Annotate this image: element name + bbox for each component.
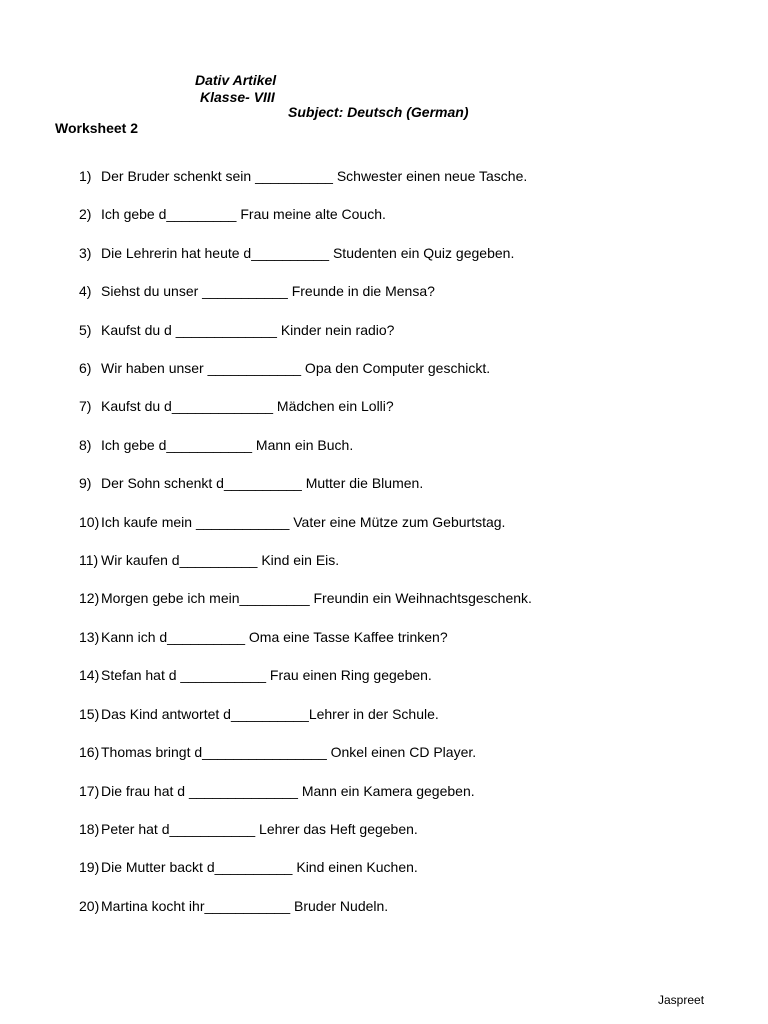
- question-item: [0, 898, 768, 936]
- question-text: Thomas bringt d________________ Onkel einen CD Player.: [101, 744, 477, 761]
- question-text: Wir kaufen d__________ Kind ein Eis.: [101, 552, 340, 569]
- question-number: 11): [79, 552, 99, 569]
- question-item: [0, 667, 768, 705]
- question-number: 15): [79, 705, 100, 722]
- question-number: 18): [79, 820, 100, 837]
- class-level: Klasse- VIII: [200, 89, 275, 105]
- question-text: Ich gebe d___________ Mann ein Buch.: [101, 436, 354, 453]
- question-item: [0, 437, 768, 475]
- question-number: 9): [79, 475, 92, 492]
- question-text: Morgen gebe ich mein_________ Freundin ein Weihnachtsgeschenk.: [101, 590, 532, 607]
- question-number: 7): [79, 398, 92, 415]
- question-number: 17): [79, 782, 100, 799]
- question-text: Kaufst du d_____________ Mädchen ein Lolli?: [101, 398, 394, 415]
- question-number: 1): [79, 168, 92, 184]
- question-number: 16): [79, 744, 100, 761]
- question-text: Ich gebe d_________ Frau meine alte Couch.: [101, 206, 386, 223]
- question-text: Die Lehrerin hat heute d__________ Studenten ein Quiz gegeben.: [101, 244, 515, 261]
- question-number: 6): [79, 360, 92, 377]
- question-item: [0, 629, 768, 667]
- question-item: [0, 552, 768, 590]
- question-text: Siehst du unser ___________ Freunde in die Mensa?: [101, 283, 435, 300]
- question-item: [0, 744, 768, 782]
- question-number: 5): [79, 321, 92, 338]
- question-number: 4): [79, 283, 92, 300]
- question-number: 14): [79, 667, 100, 684]
- question-text: Wir haben unser ____________ Opa den Computer geschickt.: [101, 360, 491, 377]
- question-number: 13): [79, 628, 100, 645]
- question-item: [0, 360, 768, 398]
- question-number: 19): [79, 859, 100, 876]
- author-name: Jaspreet: [658, 993, 705, 1007]
- question-number: 3): [79, 244, 92, 261]
- question-number: 20): [79, 897, 100, 914]
- question-item: [0, 514, 768, 552]
- worksheet-title: Dativ Artikel: [195, 72, 277, 88]
- question-text: Kann ich d__________ Oma eine Tasse Kaffee trinken?: [101, 628, 448, 645]
- question-text: Der Bruder schenkt sein __________ Schwester einen neue Tasche.: [101, 168, 528, 184]
- question-text: Martina kocht ihr___________ Bruder Nudeln.: [101, 897, 389, 914]
- question-number: 12): [79, 590, 100, 607]
- question-item: [0, 206, 768, 244]
- question-item: [0, 783, 768, 821]
- worksheet-label: Worksheet 2: [55, 120, 138, 136]
- question-text: Die Mutter backt d__________ Kind einen Kuchen.: [101, 859, 418, 876]
- question-text: Das Kind antwortet d__________Lehrer in der Schule.: [101, 705, 439, 722]
- question-number: 2): [79, 206, 92, 223]
- question-item: [0, 706, 768, 744]
- question-item: [0, 590, 768, 628]
- question-text: Kaufst du d _____________ Kinder nein radio?: [101, 321, 395, 338]
- question-item: [0, 821, 768, 859]
- question-item: [0, 283, 768, 321]
- question-text: Die frau hat d ______________ Mann ein Kamera gegeben.: [101, 782, 475, 799]
- question-number: 10): [79, 513, 100, 530]
- subject-label: Subject: Deutsch (German): [288, 104, 469, 120]
- question-list: [0, 168, 768, 936]
- question-item: [0, 245, 768, 283]
- question-item: [0, 322, 768, 360]
- question-text: Der Sohn schenkt d__________ Mutter die Blumen.: [101, 475, 424, 492]
- question-item: [0, 398, 768, 436]
- question-text: Stefan hat d ___________ Frau einen Ring gegeben.: [101, 667, 432, 684]
- question-number: 8): [79, 436, 92, 453]
- question-item: [0, 168, 768, 206]
- question-text: Ich kaufe mein ____________ Vater eine Mütze zum Geburtstag.: [101, 513, 506, 530]
- question-item: [0, 475, 768, 513]
- question-text: Peter hat d___________ Lehrer das Heft gegeben.: [101, 820, 418, 837]
- question-item: [0, 859, 768, 897]
